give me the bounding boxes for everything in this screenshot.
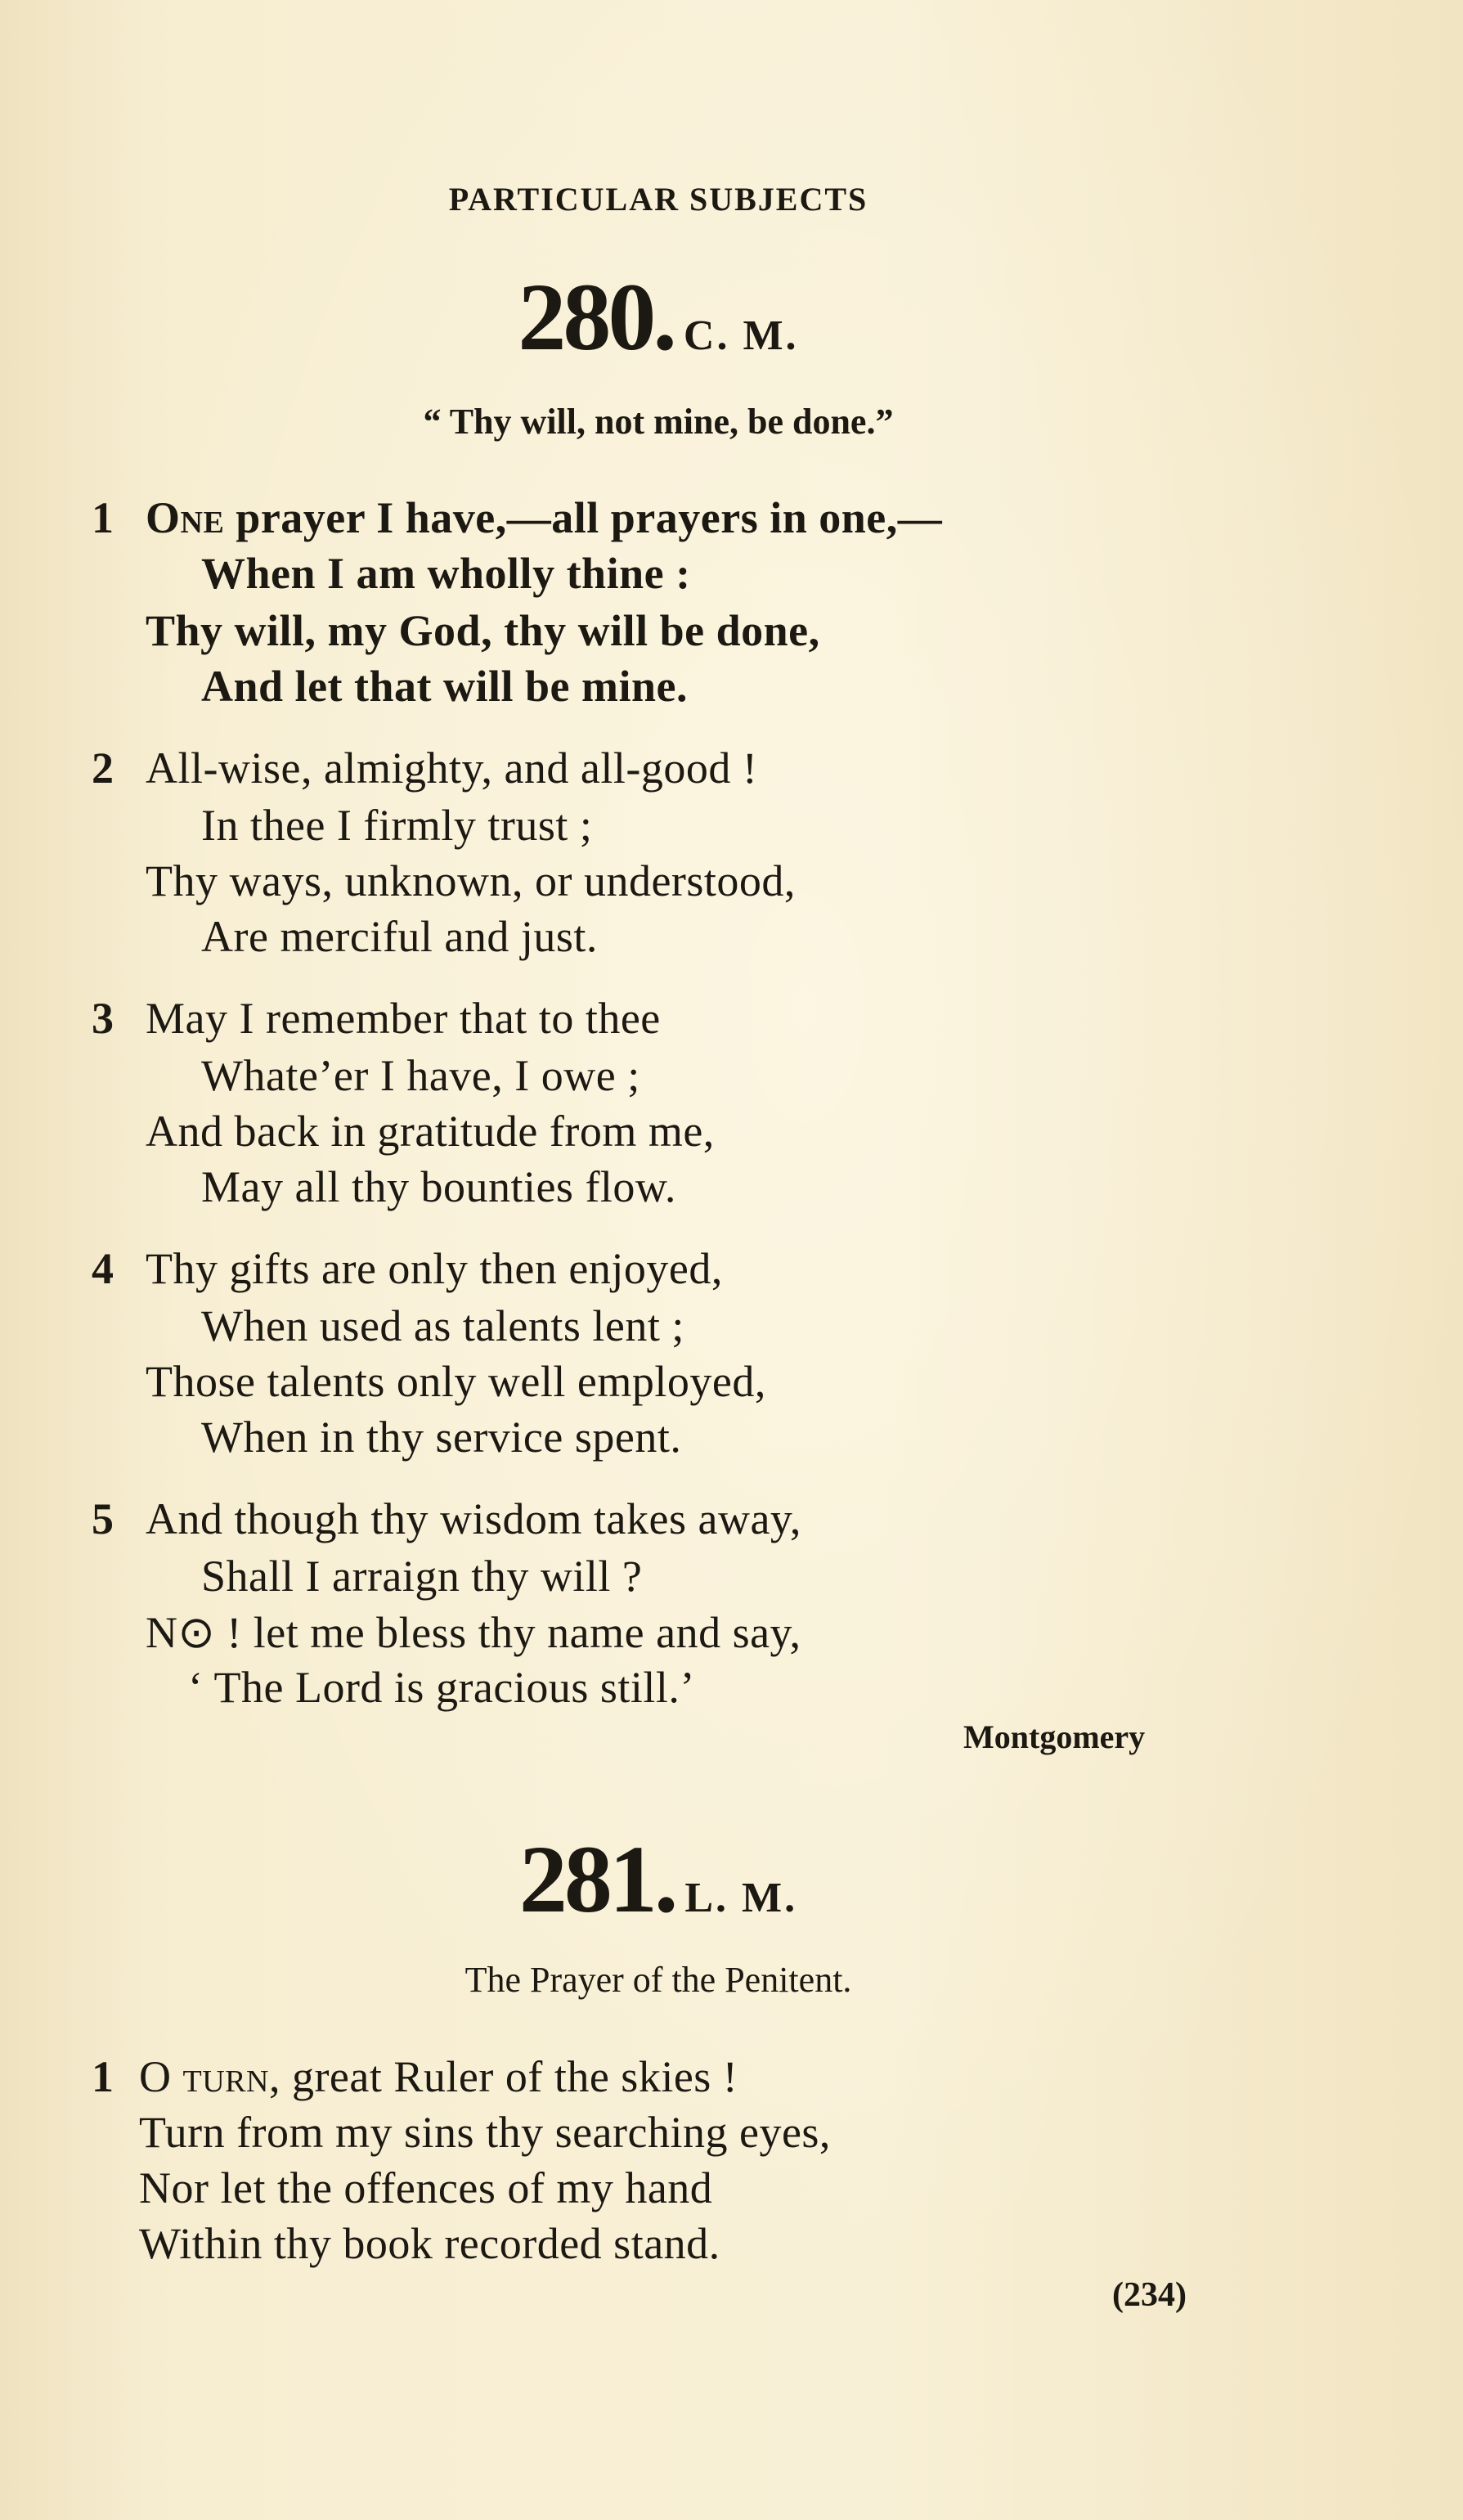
stanza-first-rest: prayer I have,—all prayers in one,— (224, 493, 943, 542)
stanza-line: When in thy service spent. (201, 1413, 682, 1462)
stanza-line: When I am wholly thine : (201, 549, 691, 598)
stanza-line: Nor let the offences of my hand (139, 2163, 713, 2212)
stanza-line: Turn from my sins thy searching eyes, (139, 2108, 831, 2157)
stanza-number: 4 (92, 1244, 114, 1293)
hymn-281-heading (0, 1824, 1317, 1935)
hymn-280-subtitle: “ Thy will, not mine, be done.” (423, 402, 894, 442)
stanza-line (146, 492, 942, 543)
stanza-line: May I remember that to thee (146, 994, 661, 1043)
stanza-line: Whate’er I have, I owe ; (201, 1051, 640, 1100)
stanza-line: And let that will be mine. (201, 662, 689, 711)
hymn-number: 281. (518, 1826, 675, 1933)
hymn-meter: L. M. (684, 1875, 798, 1921)
stanza-line: When used as talents lent ; (201, 1301, 684, 1350)
stanza-line: May all thy bounties flow. (201, 1162, 676, 1211)
stanza-line: Thy will, my God, thy will be done, (146, 606, 820, 655)
stanza-number: 1 (92, 493, 114, 542)
stanza-line: Shall I arraign thy will ? (201, 1552, 643, 1601)
hymn-number: 280. (518, 263, 674, 371)
stanza-line (139, 2051, 738, 2102)
attribution: Montgomery (963, 1718, 1146, 1755)
stanza-line: All-wise, almighty, and all-good ! (146, 743, 758, 793)
hymn-280-heading (0, 262, 1317, 373)
stanza-number: 3 (92, 994, 114, 1043)
stanza-line: And back in gratitude from me, (146, 1107, 715, 1156)
running-head: PARTICULAR SUBJECTS (448, 181, 868, 218)
stanza-first-rest: great Ruler of the skies ! (280, 2052, 738, 2101)
hymn-281-subtitle: The Prayer of the Penitent. (464, 1960, 852, 2000)
stanza-first-word: One (146, 493, 225, 542)
stanza-line: ‘ The Lord is gracious still.’ (188, 1663, 695, 1712)
stanza-number: 2 (92, 743, 114, 793)
stanza-line: Thy ways, unknown, or understood, (146, 856, 796, 905)
stanza-line: Thy gifts are only then enjoyed, (146, 1244, 723, 1293)
stanza-number: 5 (92, 1494, 114, 1543)
page-number: (234) (1112, 2276, 1187, 2314)
stanza-line: N⊙ ! let me bless thy name and say, (146, 1608, 801, 1657)
stanza-first-word: O turn, (139, 2052, 280, 2101)
stanza-line: Within thy book recorded stand. (139, 2219, 720, 2268)
stanza-number: 1 (92, 2052, 114, 2101)
stanza-line: And though thy wisdom takes away, (146, 1494, 801, 1543)
stanza-line: Are merciful and just. (201, 912, 598, 961)
hymn-meter: C. M. (683, 312, 799, 359)
stanza-line: Those talents only well employed, (146, 1357, 766, 1406)
stanza-line: In thee I firmly trust ; (201, 801, 593, 850)
